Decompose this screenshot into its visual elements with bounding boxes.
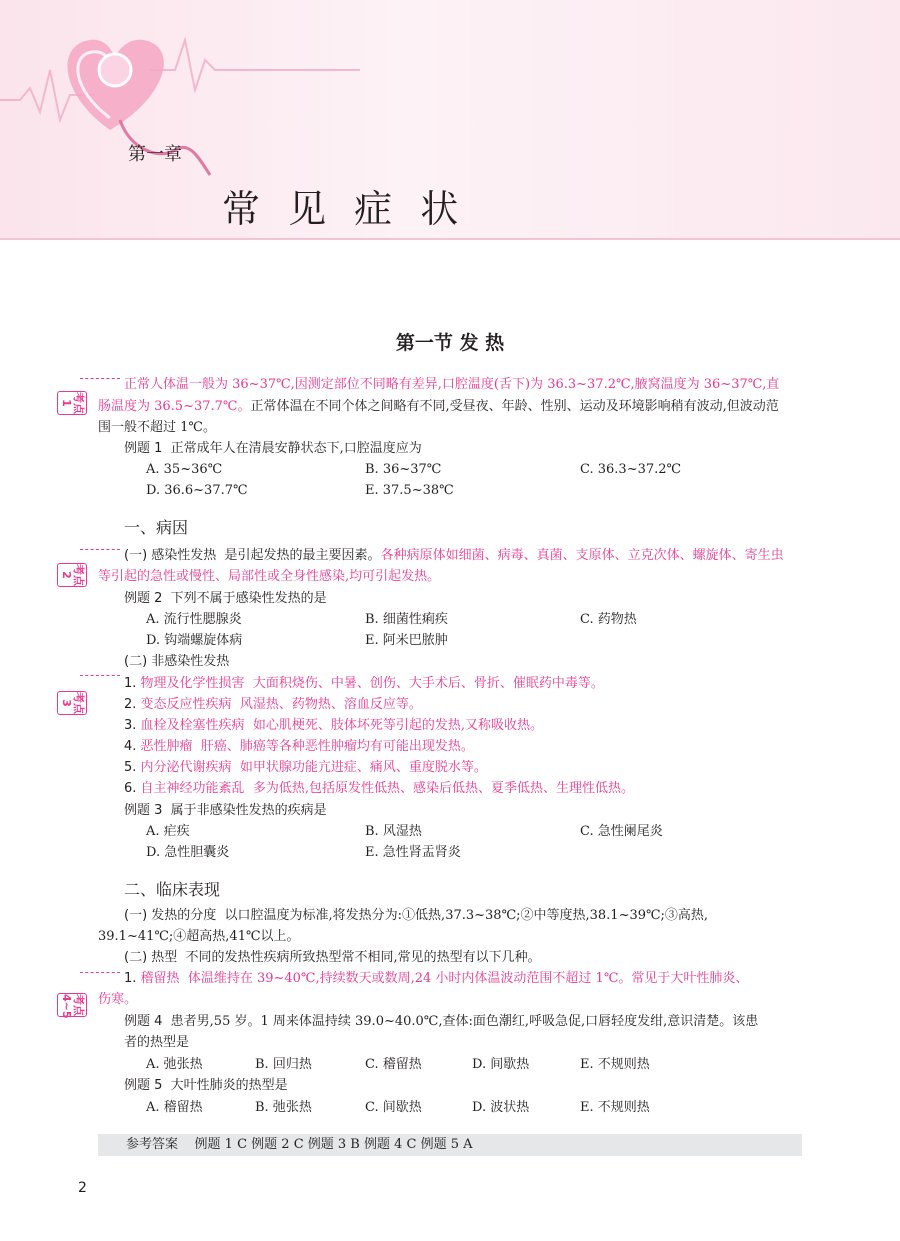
option-d: D. 钩端螺旋体病	[146, 633, 243, 648]
list-item	[124, 717, 543, 735]
body-text: 不同的发热性疾病所致热型常不相同,常见的热型有以下几种。	[185, 950, 541, 965]
body-text: 是引起发热的最主要因素。	[224, 548, 381, 563]
example-text: 患者男,55 岁。1 周来体温持续 39.0~40.0℃,查体:面色潮红,呼吸急促,口唇轻度发绀,意识清楚。该患	[170, 1014, 759, 1029]
item-desc: 体温维持在 39~40℃,持续数天或数周,24 小时内体温波动范围不超过 1℃。常见于大叶性肺炎、	[187, 971, 749, 986]
list-item	[124, 696, 422, 714]
answer-text: 例题 1 C 例题 2 C 例题 3 B 例题 4 C 例题 5 A	[194, 1137, 473, 1152]
example-label: 例题 1	[124, 441, 163, 456]
header-divider	[0, 238, 900, 240]
item-term: 恶性肿瘤	[140, 739, 193, 754]
subheading-noninfectious: (二) 非感染性发热	[124, 654, 230, 669]
item-number: 4.	[124, 739, 137, 754]
paragraph-line: 围一般不超过 1℃。	[98, 420, 216, 435]
paragraph-line: 等引起的急性或慢性、局部性或全身性感染,均可引起发热。	[98, 569, 441, 584]
option-c: C. 36.3~37.2℃	[580, 462, 682, 477]
option-b: B. 回归热	[255, 1057, 312, 1072]
section-title: 第一节 发 热	[395, 332, 505, 354]
example-question	[124, 1013, 758, 1031]
option-b: B. 弛张热	[255, 1100, 312, 1115]
example-label: 例题 5	[124, 1078, 163, 1093]
heading-clinical: 二、临床表现	[124, 880, 221, 899]
heart-stethoscope-illustration	[0, 0, 360, 200]
exam-point-badge: 考点4~5	[57, 993, 87, 1017]
option-a: A. 稽留热	[146, 1100, 203, 1115]
item-desc: 肝癌、肺癌等各种恶性肿瘤均有可能出现发热。	[200, 739, 474, 754]
paragraph-line	[124, 547, 784, 565]
subheading-degree: (一) 发热的分度	[124, 908, 217, 923]
chapter-number: 第一章	[128, 144, 182, 165]
exam-point-badge: 考点3	[57, 691, 87, 715]
answer-label: 参考答案	[126, 1137, 179, 1152]
item-desc: 风湿热、药物热、溶血反应等。	[239, 697, 422, 712]
item-term: 变态反应性疾病	[140, 697, 232, 712]
example-question	[124, 802, 327, 820]
option-d: D. 36.6~37.7℃	[146, 483, 248, 498]
badge-connector	[80, 549, 120, 550]
paragraph-line: 伤寒。	[98, 992, 138, 1007]
option-e: E. 不规则热	[580, 1057, 650, 1072]
answer-key	[126, 1136, 473, 1154]
option-a: A. 流行性腮腺炎	[146, 612, 242, 627]
item-number: 1.	[124, 971, 137, 986]
option-b: B. 风湿热	[365, 824, 422, 839]
list-item	[124, 759, 487, 777]
page-number: 2	[78, 1180, 87, 1196]
option-d: D. 急性胆囊炎	[146, 845, 230, 860]
item-desc: 多为低热,包括原发性低热、感染后低热、夏季低热、生理性低热。	[252, 781, 634, 796]
option-d: D. 间歇热	[472, 1057, 530, 1072]
body-text: 以口腔温度为标准,将发热分为:①低热,37.3~38℃;②中等度热,38.1~39℃;③高热,	[224, 908, 709, 923]
paragraph-line	[124, 949, 541, 967]
option-e: E. 37.5~38℃	[365, 483, 454, 498]
item-term: 稽留热	[140, 971, 180, 986]
chapter-title: 常 见 症 状	[222, 187, 467, 231]
exam-point-badge: 考点1	[57, 391, 87, 415]
item-number: 1.	[124, 676, 137, 691]
item-term: 自主神经功能紊乱	[140, 781, 245, 796]
option-c: C. 间歇热	[365, 1100, 422, 1115]
example-text: 属于非感染性发热的疾病是	[170, 803, 327, 818]
body-text: 正常体温在不同个体之间略有不同,受昼夜、年龄、性别、运动及环境影响稍有波动,但波动范	[250, 399, 779, 414]
subheading-types: (二) 热型	[124, 950, 178, 965]
example-question	[124, 440, 422, 458]
example-question	[124, 590, 327, 608]
option-c: C. 急性阑尾炎	[580, 824, 663, 839]
exam-point-badge: 考点2	[57, 563, 87, 587]
example-label: 例题 4	[124, 1014, 163, 1029]
example-text: 大叶性肺炎的热型是	[170, 1078, 288, 1093]
list-item	[124, 675, 604, 693]
option-a: A. 35~36℃	[146, 462, 223, 477]
paragraph-line: 39.1~41℃;④超高热,41℃以上。	[98, 929, 300, 944]
subheading-infectious: (一) 感染性发热	[124, 548, 217, 563]
example-text: 下列不属于感染性发热的是	[170, 591, 327, 606]
option-d: D. 波状热	[472, 1100, 530, 1115]
example-label: 例题 2	[124, 591, 163, 606]
badge-connector	[80, 972, 120, 973]
heading-causes: 一、病因	[124, 518, 189, 537]
option-a: A. 疟疾	[146, 824, 190, 839]
option-c: C. 稽留热	[365, 1057, 422, 1072]
item-term: 物理及化学性损害	[140, 676, 245, 691]
example-question	[124, 1077, 288, 1095]
list-item	[124, 970, 748, 988]
example-text: 者的热型是	[124, 1035, 190, 1050]
paragraph-line	[124, 907, 708, 925]
option-e: E. 不规则热	[580, 1100, 650, 1115]
highlight-text: 各种病原体如细菌、病毒、真菌、支原体、立克次体、螺旋体、寄生虫	[380, 548, 784, 563]
item-number: 3.	[124, 718, 137, 733]
example-label: 例题 3	[124, 803, 163, 818]
badge-connector	[80, 675, 120, 676]
example-text: 正常成年人在清晨安静状态下,口腔温度应为	[170, 441, 422, 456]
option-e: E. 阿米巴脓肿	[365, 633, 448, 648]
list-item	[124, 738, 474, 756]
item-term: 内分泌代谢疾病	[140, 760, 232, 775]
paragraph-line: 正常人体温一般为 36~37℃,因测定部位不同略有差异,口腔温度(舌下)为 36.3~37.2℃,腋窝温度为 36~37℃,直	[124, 377, 780, 392]
item-number: 6.	[124, 781, 137, 796]
item-number: 5.	[124, 760, 137, 775]
option-b: B. 细菌性痢疾	[365, 612, 448, 627]
option-a: A. 弛张热	[146, 1057, 203, 1072]
option-b: B. 36~37℃	[365, 462, 442, 477]
list-item	[124, 780, 634, 798]
badge-connector	[80, 378, 120, 379]
paragraph-line	[98, 398, 779, 416]
item-number: 2.	[124, 697, 137, 712]
item-desc: 大面积烧伤、中暑、创伤、大手术后、骨折、催眠药中毒等。	[252, 676, 604, 691]
item-desc: 如甲状腺功能亢进症、痛风、重度脱水等。	[239, 760, 487, 775]
option-e: E. 急性肾盂肾炎	[365, 845, 461, 860]
item-desc: 如心肌梗死、肢体坏死等引起的发热,又称吸收热。	[252, 718, 543, 733]
option-c: C. 药物热	[580, 612, 637, 627]
item-term: 血栓及栓塞性疾病	[140, 718, 245, 733]
highlight-text: 肠温度为 36.5~37.7℃。	[98, 399, 251, 414]
